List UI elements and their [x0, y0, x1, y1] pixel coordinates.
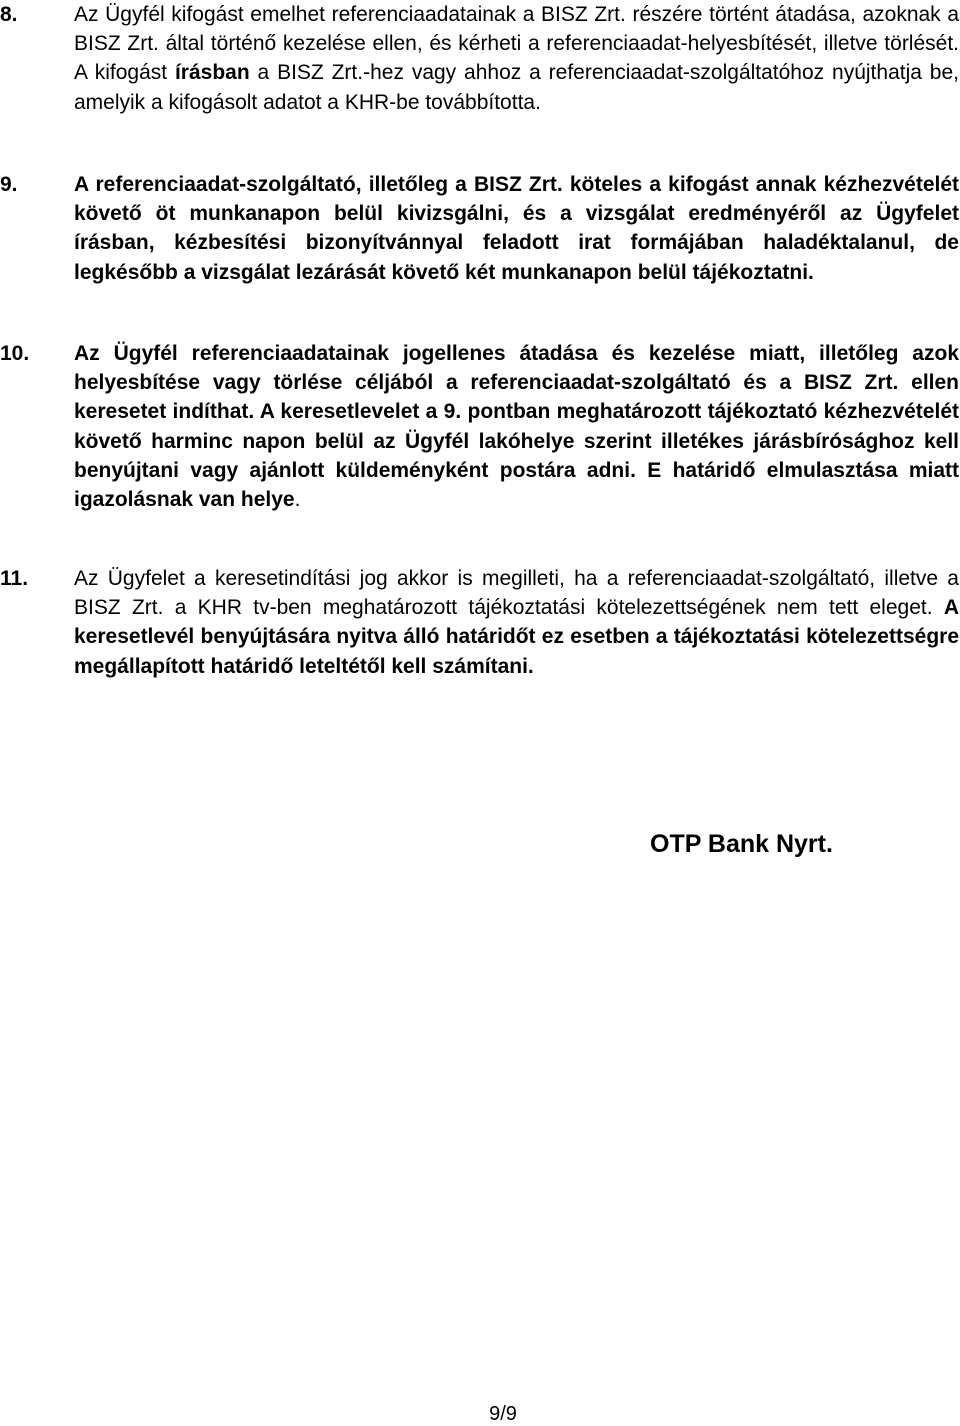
- page-number-footer: [0, 1402, 960, 1426]
- section-text: [74, 0, 959, 117]
- page-number: 9/9: [489, 1403, 517, 1425]
- signature-company: OTP Bank Nyrt.: [650, 830, 833, 858]
- section-number: 9.: [0, 173, 18, 196]
- section-text-part: Az Ügyfél kifogást emelhet referenciaadatainak a BISZ Zrt. részére történt átadása, azoknak a BISZ Zrt. által történő kezelése ellen, és kérheti a referenciaadat-helyesbítését, illetve törlését. A kifogást: [74, 3, 959, 85]
- section-text-emphasis: írásban: [174, 61, 250, 85]
- section-number: 10.: [0, 342, 30, 365]
- section-text: A referenciaadat-szolgáltató, illetőleg a BISZ Zrt. köteles a kifogást annak kézhezvételét követő öt munkanapon belül kivizsgálni, és a vizsgálat eredményéről az Ügyfelet írásban, kézbesítési bizonyítvánnyal feladott irat formájában haladéktalanul, de legkésőbb a vizsgálat lezárását követő két munkanapon belül tájékoztatni.: [74, 173, 959, 284]
- section-11: [0, 564, 960, 681]
- section-number: 8.: [0, 3, 18, 26]
- section-text: [74, 339, 959, 514]
- section-text-part: a BISZ Zrt.-hez vagy ahhoz a referenciaadat-szolgáltatóhoz nyújthatja be, amelyik a kifogásolt adatot a KHR-be továbbította.: [74, 61, 959, 114]
- section-number: 11.: [0, 567, 29, 590]
- section-8: [0, 0, 960, 117]
- section-text-period: .: [294, 488, 301, 512]
- section-9: [0, 170, 960, 287]
- section-text-part: Az Ügyfelet a keresetindítási jog akkor is megilleti, ha a referenciaadat-szolgáltató, illetve a BISZ Zrt. a KHR tv-ben meghatározott tájékoztatási kötelezettségének nem tett eleget.: [74, 567, 959, 620]
- section-text: [74, 564, 959, 681]
- section-text-part: Az Ügyfél referenciaadatainak jogellenes átadása és kezelése miatt, illetőleg azok helyesbítése vagy törlése céljából a referenciaadat-szolgáltató és a BISZ Zrt. ellen keresetet indíthat. A keresetlevelet a 9. pontban meghatározott tájékoztató kézhezvételét követő harminc napon belül az Ügyfél lakóhelye szerint illetékes járásbírósághoz kell benyújtani vagy ajánlott küldeményként postára adni. E határidő elmulasztása miatt igazolásnak van helye: [74, 342, 959, 512]
- section-text-emphasis: A keresetlevél benyújtására nyitva álló határidőt ez esetben a tájékoztatási kötelezettségre megállapított határidő leteltétől kell számítani.: [74, 596, 959, 678]
- section-10: [0, 339, 960, 514]
